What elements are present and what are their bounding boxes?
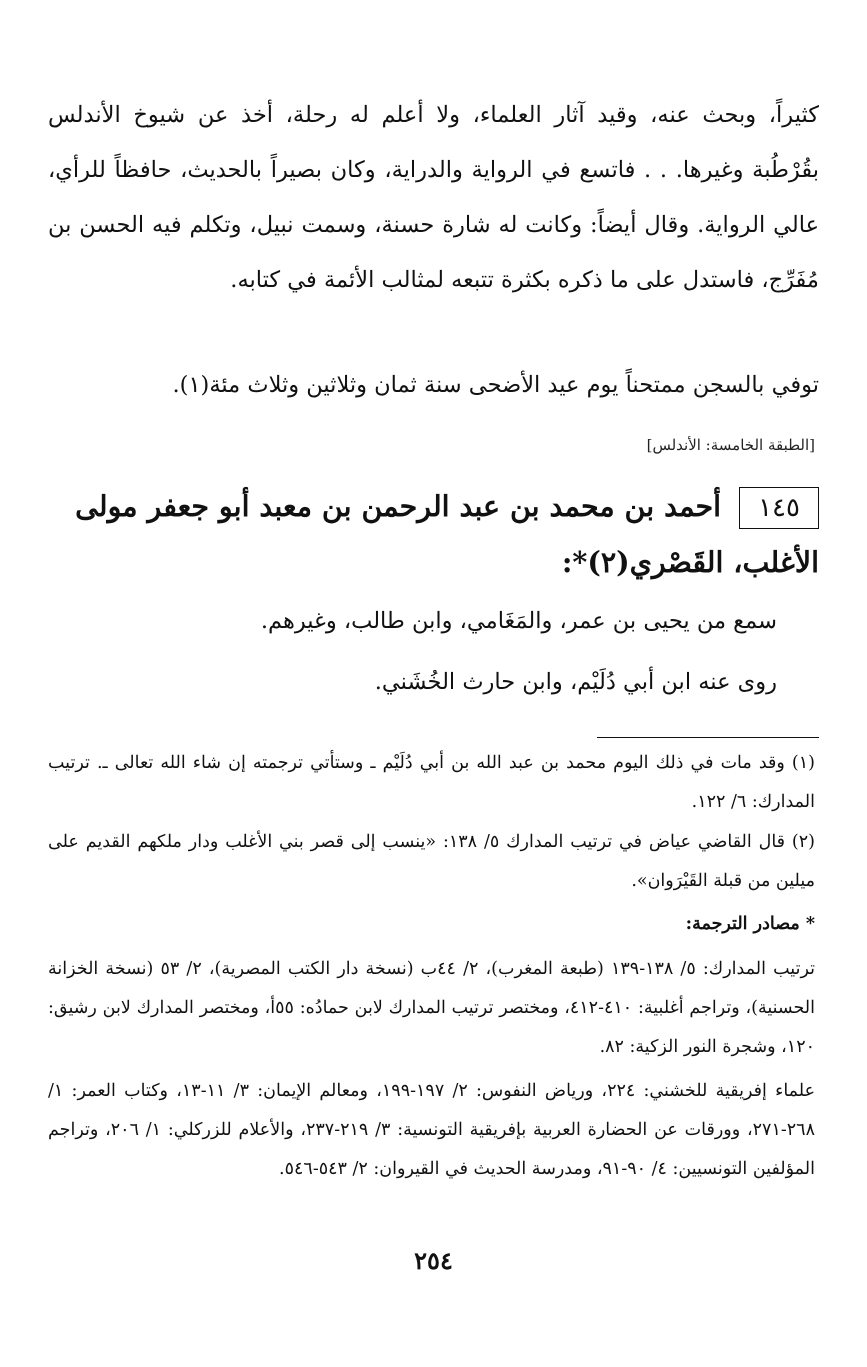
sources-paragraph-1: ترتيب المدارك: ٥/ ١٣٨-١٣٩ (طبعة المغرب)، ٢/ ٤٤ب (نسخة دار الكتب المصرية)، ٢/ ٥٣ (نسخة الخزانة الحسنية)، وتراجم أغلبية: ٤١٠-٤١٢، ومختصر ترتيب المدارك لابن حمادُه: ٥٥أ، ومختصر المدارك لابن رشيق: ١٢٠، وشجرة النور الزكية: ٨٢. [48, 959, 815, 1057]
entry-title: أحمد بن محمد بن عبد الرحمن بن معبد أبو جعفر مولى الأغلب، القَصْري(٢)*: [75, 489, 819, 579]
footnote-2: (٢) قال القاضي عياض في ترتيب المدارك ٥/ ١٣٨: «ينسب إلى قصر بني الأغلب ودار ملكهم القديم على ميلين من قبلة القَيْرَوان». [48, 832, 815, 891]
sources-heading: * مصادر الترجمة: [685, 914, 815, 934]
page-number: ٢٥٤ [414, 1246, 453, 1275]
entry-students-line: روى عنه ابن أبي دُلَيْم، وابن حارث الخُشَني. [374, 669, 777, 695]
footnote-divider [597, 737, 819, 738]
body-paragraph: كثيراً، وبحث عنه، وقيد آثار العلماء، ولا أعلم له رحلة، أخذ عن شيوخ الأندلس بقُرْطُبة وغيرها. . . فاتسع في الرواية والدراية، وكان بصيراً بالحديث، حافظاً للرأي، عالي الرواية. وقال أيضاً: وكانت له شارة حسنة، وسمت نبيل، وتكلم فيه الحسن بن مُفَرِّج، فاستدل على ما ذكره بكثرة تتبعه لمثالب الأئمة في كتابه. [48, 102, 819, 293]
footnote-1: (١) وقد مات في ذلك اليوم محمد بن عبد الله بن أبي دُلَيْم ـ وستأتي ترجمته إن شاء الله تعالى ـ. ترتيب المدارك: ٦/ ١٢٢. [48, 753, 815, 812]
death-note-paragraph: توفي بالسجن ممتحناً يوم عيد الأضحى سنة ثمان وثلاثين وثلاث مئة(١). [172, 372, 819, 398]
entry-heading [40, 478, 819, 590]
entry-number: ١٤٥ [739, 487, 819, 529]
entry-teachers-line: سمع من يحيى بن عمر، والمَغَامي، وابن طالب، وغيرهم. [260, 608, 777, 634]
sources-paragraph-2: علماء إفريقية للخشني: ٢٢٤، ورياض النفوس: ٢/ ١٩٧-١٩٩، ومعالم الإيمان: ٣/ ١١-١٣، وكتاب العمر: ١/ ٢٦٨-٢٧١، وورقات عن الحضارة العربية بإفريقية التونسية: ٣/ ٢١٩-٢٣٧، والأعلام للزركلي: ١/ ٢٠٦، وتراجم المؤلفين التونسيين: ٤/ ٩٠-٩١، ومدرسة الحديث في القيروان: ٢/ ٥٤٣-٥٤٦. [48, 1081, 816, 1179]
section-header: [الطبقة الخامسة: الأندلس] [646, 436, 815, 454]
